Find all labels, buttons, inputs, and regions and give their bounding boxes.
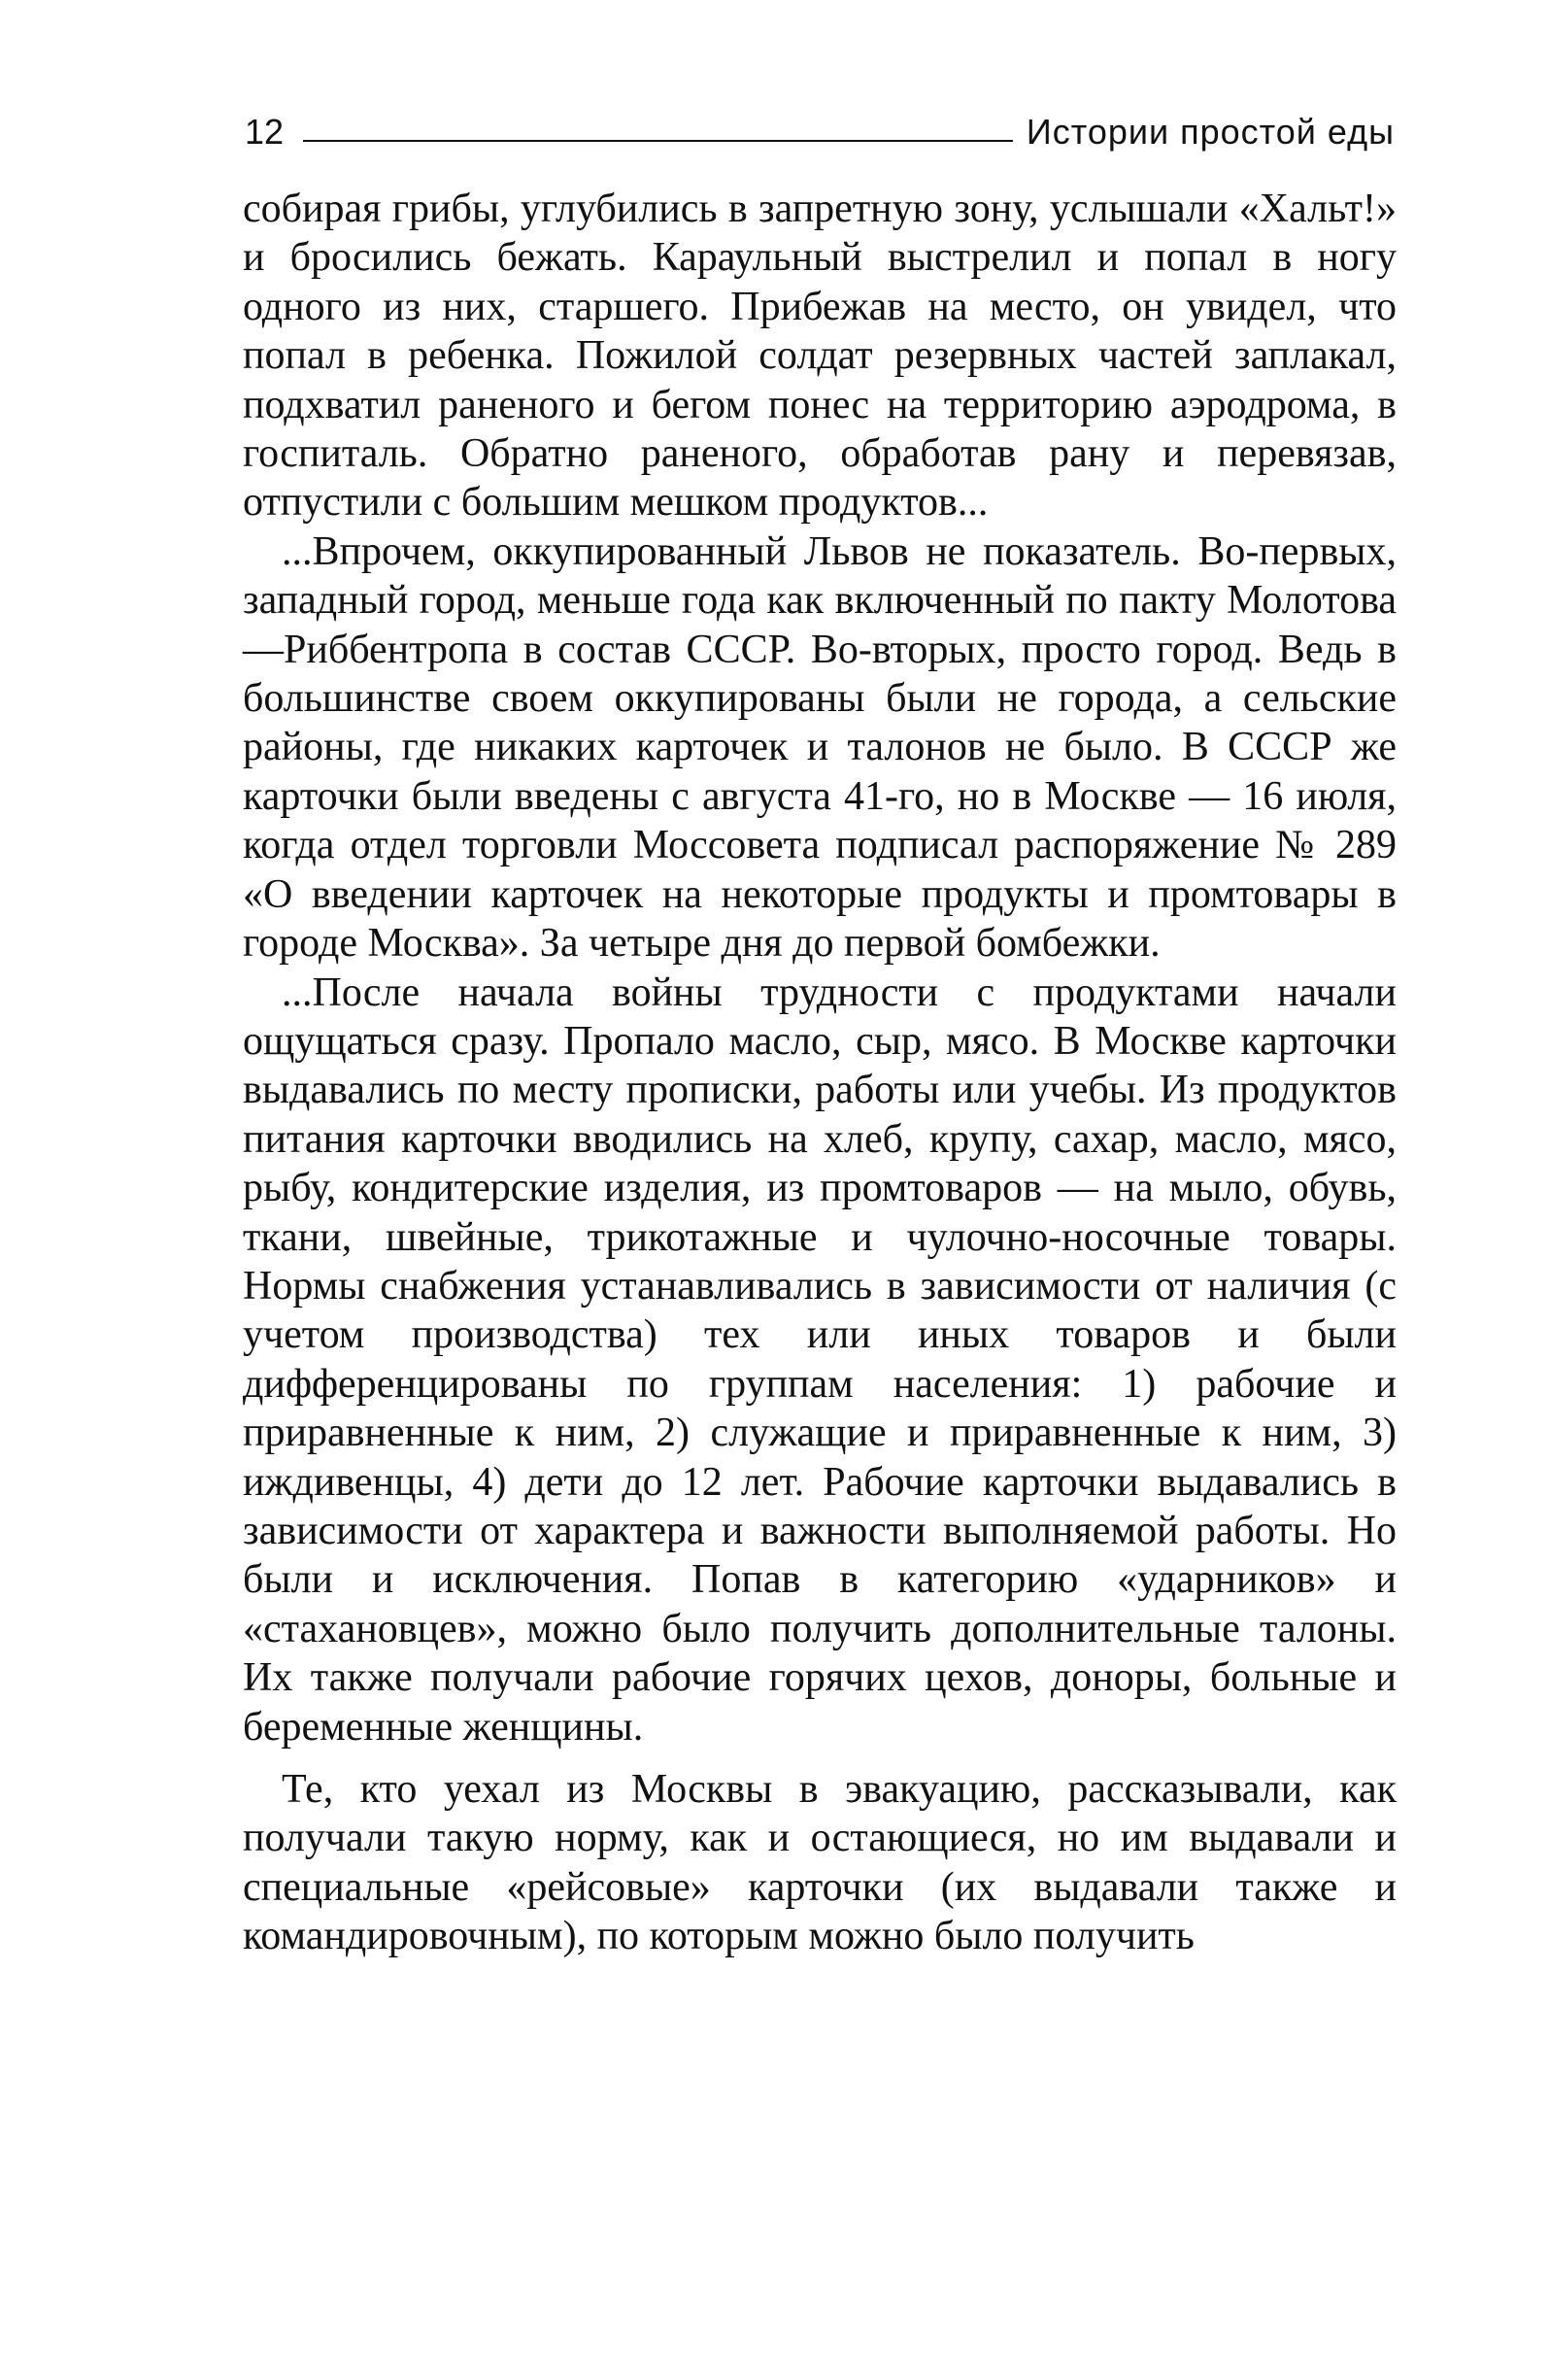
paragraph-evacuation: Те, кто уехал из Москвы в эвакуацию, рассказывали, как получали такую норму, как и остающиеся, но им выдавали и специальные «рейсовые» карточки (их выдавали также и командировочным), по которым можно было получить — [243, 1767, 1397, 1959]
running-head — [245, 103, 1395, 152]
running-title: Истории простой еды — [1026, 112, 1395, 152]
paragraph-war-start: ...После начала войны трудности с продуктами начали ощущаться сразу. Пропало масло, сыр, мясо. В Москве карточки выдавались по месту прописки, работы или учебы. Из продуктов питания карточки вводились на хлеб, крупу, сахар, масло, мясо, рыбу, кондитерские изделия, из промтоваров — на мыло, обувь, ткани, швейные, трикотажные и чулочно-носочные товары. Нормы снабжения устанавливались в зависимости от наличия (с учетом производства) тех или иных товаров и были дифференцированы по группам населения: 1) рабочие и приравненные к ним, 2) служащие и приравненные к ним, 3) иждивенцы, 4) дети до 12 лет. Рабочие карточки выдавались в зависимости от характера и важности выполняемой работы. Но были и исключения. Попав в категорию «ударников» и «стахановцев», можно было получить дополнительные талоны. Их также получали рабочие горячих цехов, доноры, больные и беременные женщины. — [243, 969, 1397, 1750]
page-number: 12 — [245, 112, 285, 152]
paragraph-lviv: ...Впрочем, оккупированный Львов не показатель. Во-первых, западный город, меньше года как включенный по пакту Молотова—Риббентропа в состав СССР. Во-вторых, просто город. Ведь в большинстве своем оккупированы были не города, а сельские районы, где никаких карточек и талонов не было. В СССР же карточки были введены с августа 41-го, но в Москве — 16 июля, когда отдел торговли Моссовета подписал распоряжение № 289 «О введении карточек на некоторые продукты и промтовары в городе Москва». За четыре дня до первой бомбежки. — [243, 528, 1397, 967]
header-rule — [303, 140, 1013, 142]
paragraph-continuation: собирая грибы, углубились в запретную зону, услышали «Хальт!» и бросились бежать. Караульный выстрелил и попал в ногу одного из них, старшего. Прибежав на место, он увидел, что попал в ребенка. Пожилой солдат резервных частей заплакал, подхватил раненого и бегом понес на территорию аэродрома, в госпиталь. Обратно раненого, обработав рану и перевязав, отпустили с большим мешком продуктов... — [243, 187, 1397, 526]
body-text — [243, 185, 1397, 1961]
